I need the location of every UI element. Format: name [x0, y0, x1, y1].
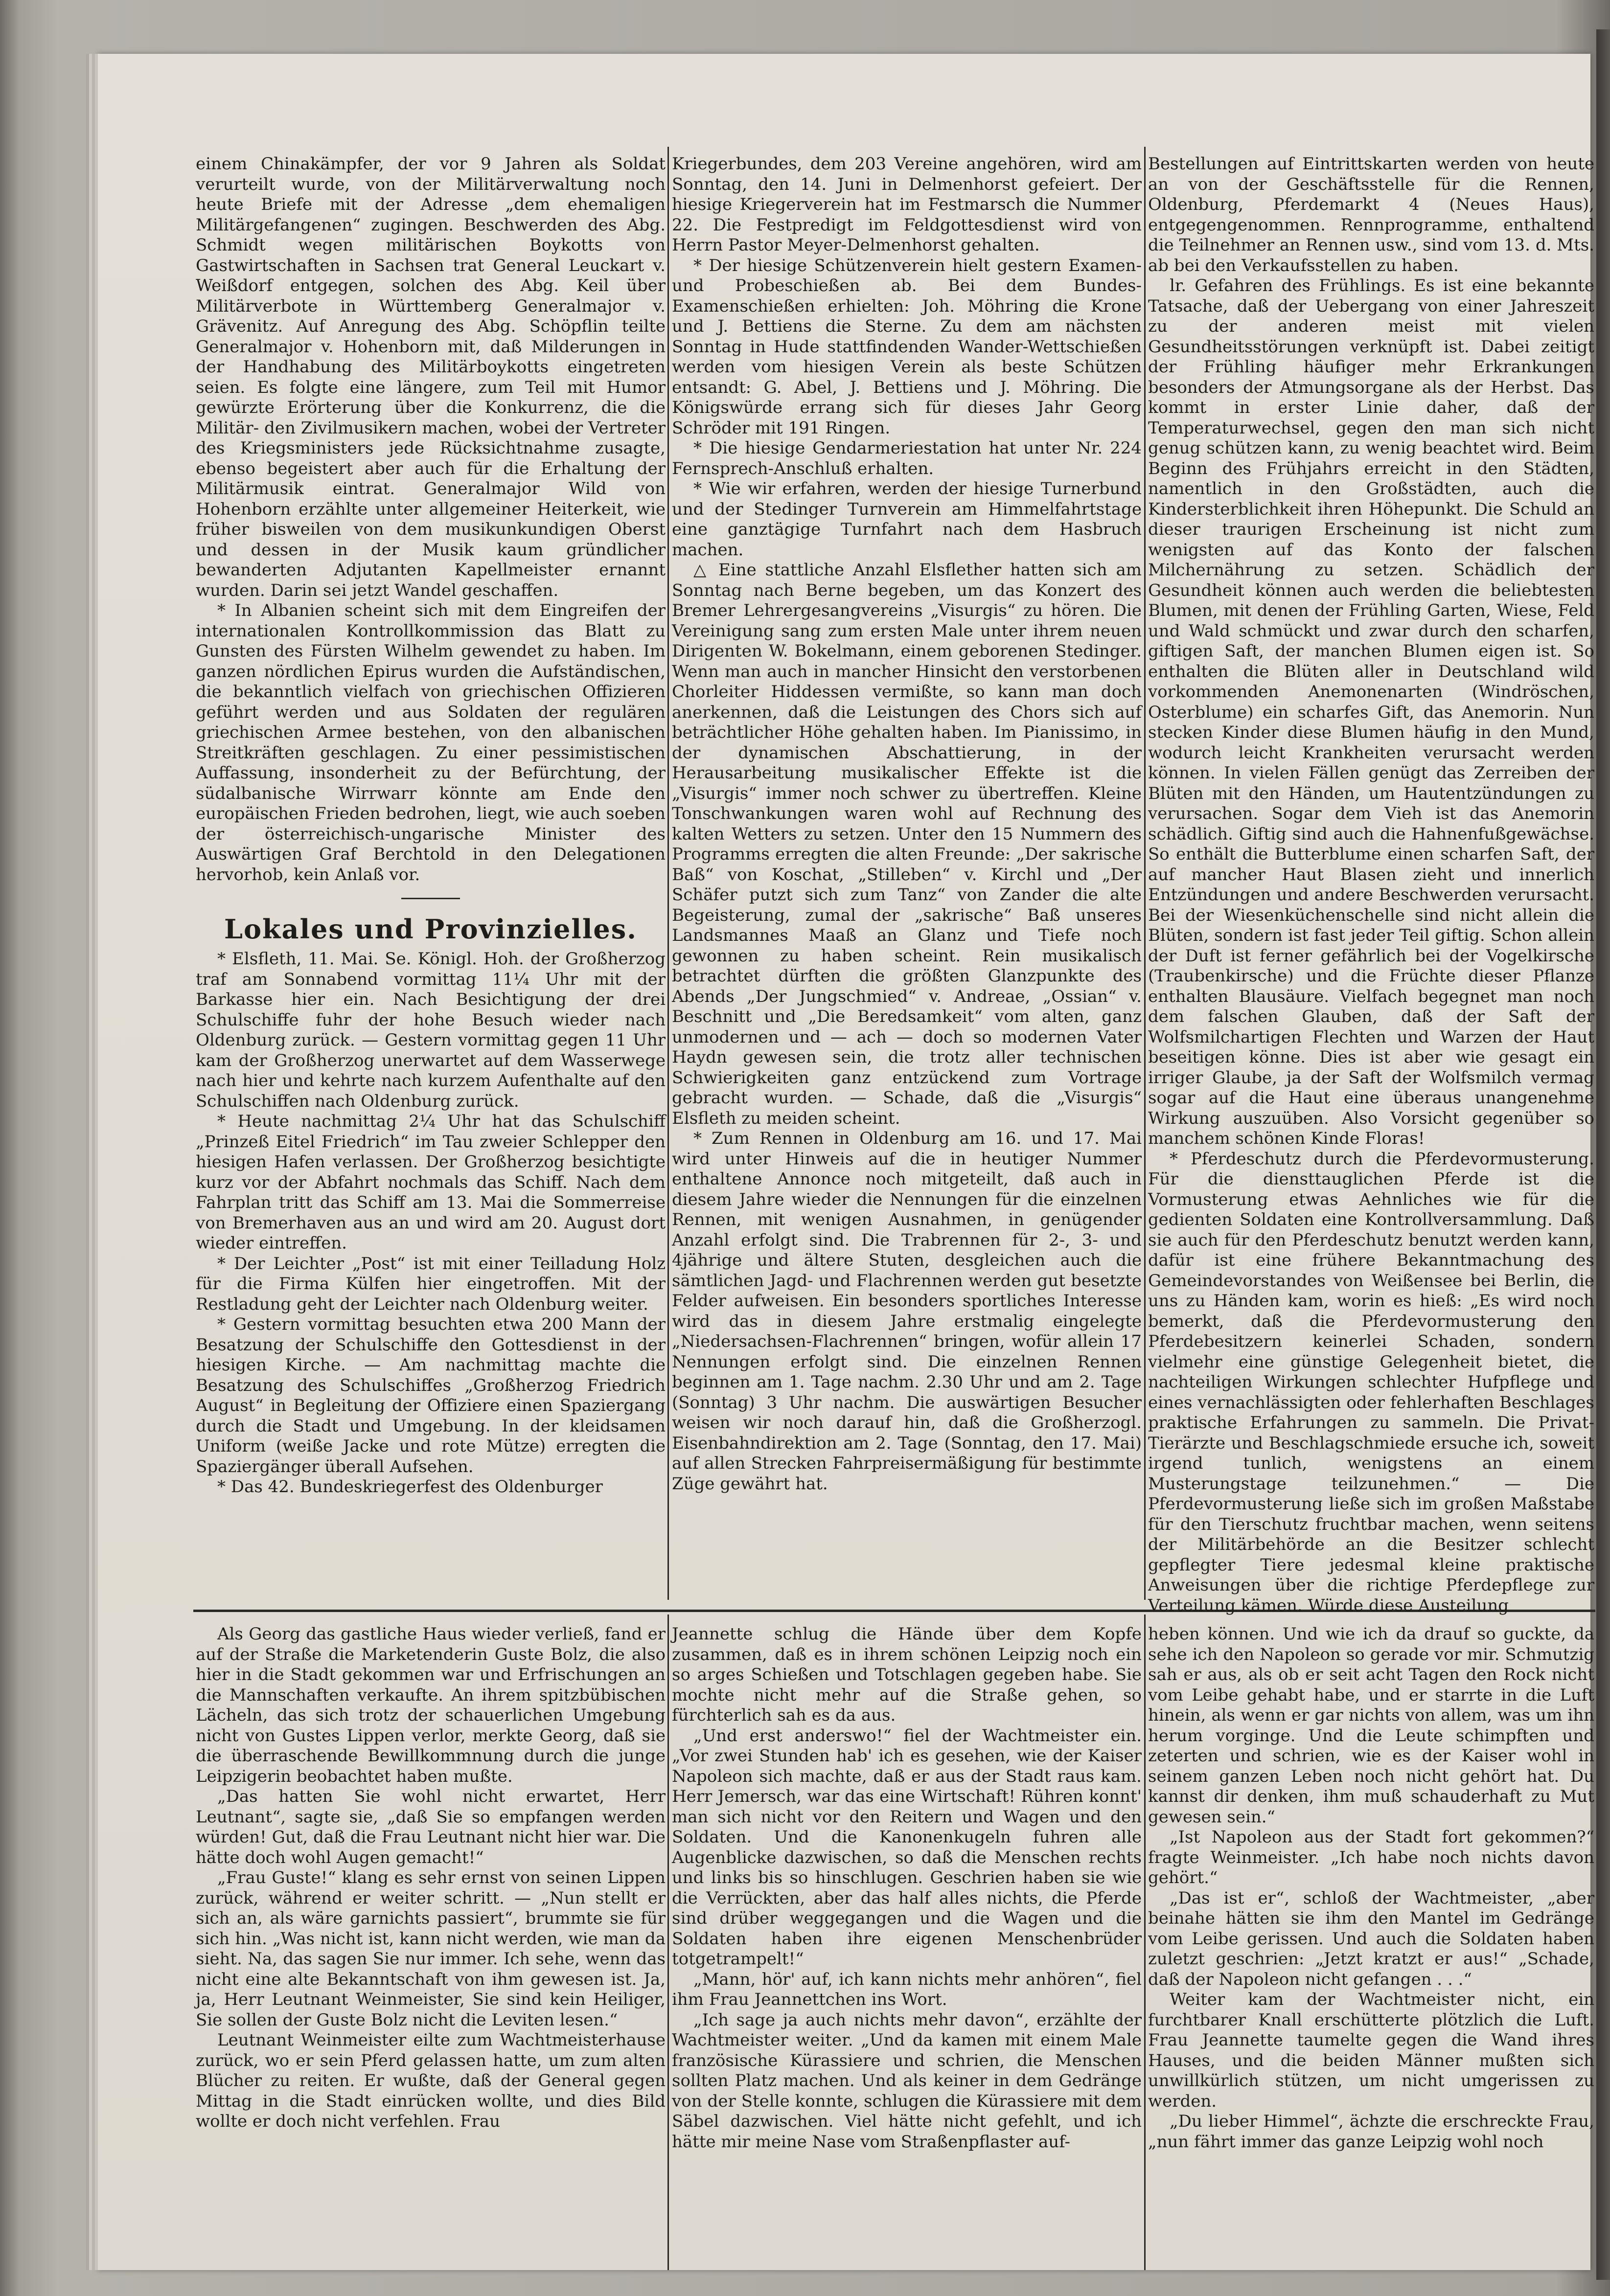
story-paragraph: heben können. Und wie ich da drauf so guckte, da sehe ich den Napoleon so gerade vor mir. Schmutzig sah er aus, als ob er seit acht Tagen den Rock nicht vom Leibe gehabt habe, und er starrte in die Luft hinein, als wenn er gar nichts von allem, was um ihn herum vorginge. Und die Leute schimpften und zeterten und schrien, wie es der Kaiser wohl in seinem ganzen Leben noch nicht gehört hat. Du kannst dir denken, ihm muß schauderhaft zu Mut gewesen sein.“ [1148, 1624, 1594, 1827]
column-3 [1148, 154, 1594, 1615]
news-schuetzenverein: * Der hiesige Schützenverein hielt gestern Examen- und Probeschießen ab. Bei dem Bundes-Examenschießen erhielten: Joh. Möhring die Krone und J. Bettiens die Sterne. Zu dem am nächsten Sonntag in Hude stattfindenden Wander-Wettschießen werden vom hiesigen Verein als beste Schützen entsandt: G. Abel, J. Bettiens und J. Möhring. Die Königswürde errang sich für dieses Jahr Georg Schröder mit 191 Ringen. [672, 255, 1142, 438]
story-paragraph: „Du lieber Himmel“, ächzte die erschreckte Frau, „nun fährt immer das ganze Leipzig wohl noch [1148, 2112, 1594, 2152]
article-albanien: * In Albanien scheint sich mit dem Eingreifen der internationalen Kontrollkommission das Blatt zu Gunsten des Fürsten Wilhelm gewendet zu haben. Im ganzen nördlichen Epirus wurden die Aufständischen, die bekanntlich vielfach von griechischen Offizieren geführt werden und aus Soldaten der regulären griechischen Armee bestehen, von den albanischen Streitkräften geschlagen. Zu einer pessimistischen Auffassung, insonderheit zu der Befürchtung, der südalbanische Wirrwarr könnte am Ende den europäischen Frieden bedrohen, liegt, wie auch soeben der österreichisch-ungarische Minister des Auswärtigen Graf Berchtold in den Delegationen hervorhob, kein Anlaß vor. [196, 601, 666, 885]
news-kriegerbund: Kriegerbundes, dem 203 Vereine angehören, wird am Sonntag, den 14. Juni in Delmenhorst gefeiert. Der hiesige Kriegerverein hat im Festmarsch die Nummer 22. Die Festpredigt im Feldgottesdienst wird von Herrn Pastor Meyer-Delmenhorst gehalten. [672, 154, 1142, 255]
story-paragraph: „Frau Guste!“ klang es sehr ernst von seinen Lippen zurück, während er weiter schritt. — „Nun stellt er sich an, als wäre garnichts passiert“, brummte sie für sich hin. „Was nicht ist, kann nicht werden, wie man da sieht. Na, das sagen Sie nur immer. Ich sehe, wenn das nicht eine alte Bekanntschaft von ihm gewesen ist. Ja, ja, Herr Leutnant Weinmeister, Sie sind kein Heiliger, Sie sollen der Guste Bolz nicht die Leviten lesen.“ [196, 1868, 666, 2030]
story-paragraph: „Das ist er“, schloß der Wachtmeister, „aber beinahe hätten sie ihm den Mantel im Gedränge vom Leibe gerissen. Und auch die Soldaten haben zuletzt geschrien: „Jetzt kratzt er aus!“ „Schade, daß der Napoleon nicht gefangen . . .“ [1148, 1888, 1594, 1989]
column-rule-2 [1144, 147, 1146, 1600]
feuilleton-column-1 [196, 1624, 666, 2275]
news-rennen: * Zum Rennen in Oldenburg am 16. und 17. Mai wird unter Hinweis auf die in heutiger Nummer enthaltene Annonce noch mitgeteilt, daß auch in diesem Jahre wieder die Nennungen für die einzelnen Rennen, mit wenigen Ausnahmen, in genügender Anzahl erfolgt sind. Die Trabrennen für 2-, 3- und 4jährige und ältere Stuten, desgleichen auch die sämtlichen Jagd- und Flachrennen werden gut besetzte Felder aufweisen. Ein besonders sportliches Interesse wird das in diesem Jahre erstmalig eingelegte „Niedersachsen-Flachrennen“ bringen, wofür allein 17 Nennungen erfolgt sind. Die einzelnen Rennen beginnen am 1. Tage nachm. 2.30 Uhr und am 2. Tage (Sonntag) 3 Uhr nachm. Die auswärtigen Besucher weisen wir noch darauf hin, daß die Großherzogl. Eisenbahndirektion am 2. Tage (Sonntag, den 17. Mai) auf allen Strecken Fahrpreisermäßigung für bestimmte Züge gewährt hat. [672, 1129, 1142, 1494]
news-pferdeschutz: * Pferdeschutz durch die Pferdevormusterung. Für die diensttauglichen Pferde ist die Vormusterung etwas Aehnliches wie für die gedienten Soldaten eine Kontrollversammlung. Daß sie auch für den Pferdeschutz benutzt werden kann, dafür ist eine frühere Bekanntmachung des Gemeindevorstandes von Weißensee bei Berlin, die uns zu Händen kam, worin es hieß: „Es wird noch bemerkt, daß die Pferdevormusterung den Pferdebesitzern keinerlei Schaden, sondern vielmehr eine günstige Gelegenheit bietet, die nachteiligen Wirkungen schlechter Hufpflege und eines vernachlässigten oder fehlerhaften Beschlages praktische Erfahrungen zu sammeln. Die Privat-Tierärzte und Beschlagschmiede ersuche ich, soweit irgend tunlich, wenigstens an einem Musterungstage teilzunehmen.“ — Die Pferdevormusterung ließe sich im großen Maßstabe für den Tierschutz fruchtbar machen, wenn seitens der Militärbehörde an die Besitzer schlecht gepflegter Tiere jedesmal kleine praktische Anweisungen über die richtige Pferdepflege zur Verteilung kämen. Würde diese Austeilung [1148, 1149, 1594, 1615]
news-fruehling: lr. Gefahren des Frühlings. Es ist eine bekannte Tatsache, daß der Uebergang von einer Jahreszeit zu der anderen meist mit vielen Gesundheitsstörungen verknüpft ist. Dabei zeitigt der Frühling häufiger mehr Erkrankungen besonders der Atmungsorgane als der Herbst. Das kommt in erster Linie daher, daß der Temperaturwechsel, gegen den man sich nicht genug schützen kann, zu wenig beachtet wird. Beim Beginn des Frühjahrs erreicht in den Städten, namentlich in den Großstädten, auch die Kindersterblichkeit ihren Höhepunkt. Die Schuld an dieser traurigen Erscheinung ist nicht zum wenigsten auf das Konto der falschen Milchernährung zu setzen. Schädlich der Gesundheit können auch werden die beliebtesten Blumen, mit denen der Frühling Garten, Wiese, Feld und Wald schmückt und zwar durch den scharfen, giftigen Saft, der manchen Blumen eigen ist. So enthalten die Blüten aller in Deutschland wild vorkommenden Anemonenarten (Windröschen, Osterblume) ein scharfes Gift, das Anemorin. Nun stecken Kinder diese Blumen häufig in den Mund, wodurch leicht Krankheiten verursacht werden können. In vielen Fällen genügt das Zerreiben der Blüten mit den Händen, um Hautentzündungen zu verursachen. Sogar dem Vieh ist das Anemorin schädlich. Giftig sind auch die Hahnenfußgewächse. So enthält die Butterblume einen scharfen Saft, der auf mancher Haut Blasen zieht und innerlich Entzündungen und andere Beschwerden verursacht. Bei der Wiesenküchenschelle sind nicht allein die Blüten, sondern ist fast jeder Teil giftig. Schon allein der Duft ist ferner gefährlich bei der Vogelkirsche (Traubenkirsche) und die Früchte dieser Pflanze enthalten Blausäure. Vielfach begegnet man noch dem falschen Glauben, daß der Saft der Wolfsmilchartigen Flechten und Warzen der Haut beseitigen könne. Dies ist aber wie gesagt ein irriger Glaube, ja der Saft der Wolfsmilch vermag sogar auf die Haut eine überaus unangenehme Wirkung auszuüben. Also Vorsicht gegenüber so manchem schönen Kinde Floras! [1148, 276, 1594, 1148]
story-paragraph: Als Georg das gastliche Haus wieder verließ, fand er auf der Straße die Marketenderin Guste Bolz, die also hier in die Stadt gekommen war und Erfrischungen an die Mannschaften verkaufte. An ihrem spitzbübischen Lächeln, das sich trotz der schauerlichen Umgebung nicht von Gustes Lippen verlor, merkte Georg, daß sie die überraschende Bewillkommnung durch die junge Leipzigerin beobachtet haben mußte. [196, 1624, 666, 1786]
story-paragraph: „Mann, hör' auf, ich kann nichts mehr anhören“, fiel ihm Frau Jeannettchen ins Wort. [672, 1969, 1142, 2009]
section-separator [401, 898, 460, 899]
column-2 [672, 154, 1142, 1597]
column-1 [196, 154, 666, 1597]
news-turnerbund: * Wie wir erfahren, werden der hiesige Turnerbund und der Stedinger Turnverein am Himmelfahrtstage eine ganztägige Turnfahrt nach dem Hasbruch machen. [672, 479, 1142, 560]
news-leichter: * Der Leichter „Post“ ist mit einer Teilladung Holz für die Firma Külfen hier eingetroffen. Mit der Restladung geht der Leichter nach Oldenburg weiter. [196, 1253, 666, 1314]
story-paragraph: Weiter kam der Wachtmeister nicht, ein furchtbarer Knall erschütterte plötzlich die Luft. Frau Jeannette taumelte gegen die Wand ihres Hauses, und die beiden Männer mußten sich unwillkürlich stützen, um nicht umgerissen zu werden. [1148, 1990, 1594, 2111]
story-paragraph: „Und erst anderswo!“ fiel der Wachtmeister ein. „Vor zwei Stunden hab' ich es gesehen, wie der Kaiser Napoleon sich machte, daß er aus der Stadt raus kam. Herr Jemersch, war das eine Wirtschaft! Rühren konnt' man sich nicht vor den Reitern und Wagen und den Soldaten. Und die Kanonenkugeln fuhren alle Augenblicke dazwischen, so daß die Menschen rechts und links bis so hinschlugen. Geschrien haben sie wie die Verrückten, aber das half alles nichts, die Pferde sind drüber weggegangen und die Wagen und die Soldaten haben ihre eigenen Menschenbrüder totgetrampelt!“ [672, 1726, 1142, 1969]
news-elsfleth: * Elsfleth, 11. Mai. Se. Königl. Hoh. der Großherzog traf am Sonnabend vormittag 11¼ Uhr mit der Barkasse hier ein. Nach Besichtigung der drei Schulschiffe fuhr der hohe Besuch wieder nach Oldenburg zurück. — Gestern vormittag gegen 11 Uhr kam der Großherzog unerwartet auf dem Wasserwege nach hier und kehrte nach kurzem Aufenthalte auf den Schulschiffen nach Oldenburg zurück. [196, 949, 666, 1111]
news-gottesdienst: * Gestern vormittag besuchten etwa 200 Mann der Besatzung der Schulschiffe den Gottesdienst in der hiesigen Kirche. — Am nachmittag machte die Besatzung des Schulschiffes „Großherzog Friedrich August“ in Begleitung der Offiziere einen Spaziergang durch die Stadt und Umgebung. In der kleidsamen Uniform (weiße Jacke und rote Mütze) erregten die Spaziergänger überall Aufsehen. [196, 1315, 666, 1477]
story-paragraph: „Ich sage ja auch nichts mehr davon“, erzählte der Wachtmeister weiter. „Und da kamen mit einem Male französische Kürassiere und schrien, die Menschen sollten Platz machen. Und als keiner in dem Gedränge von der Stelle konnte, schlugen die Kürassiere mit dem Säbel dazwischen. Viel hätte nicht gefehlt, und ich hätte mir meine Nase vom Straßenpflaster auf- [672, 2010, 1142, 2152]
news-bundeskriegerfest: * Das 42. Bundeskriegerfest des Oldenburger [217, 1477, 603, 1497]
story-paragraph: Jeannette schlug die Hände über dem Kopfe zusammen, daß es in ihrem schönen Leipzig noch ein so arges Schießen und Totschlagen gegeben habe. Sie mochte nicht mehr auf die Straße gehen, so fürchterlich sah es da aus. [672, 1624, 1142, 1725]
news-konzert: △ Eine stattliche Anzahl Elsflether hatten sich am Sonntag nach Berne begeben, um das Konzert des Bremer Lehrergesangvereins „Visurgis“ zu hören. Die Vereinigung sang zum ersten Male unter ihrem neuen Dirigenten W. Bokelmann, einem geborenen Stedinger. Wenn man auch in mancher Hinsicht den verstorbenen Chorleiter Hiddessen vermißte, so kann man doch anerkennen, daß die Leistungen des Chors sich auf beträchtlicher Höhe gehalten haben. Im Pianissimo, in der dynamischen Abschattierung, in der Herausarbeitung musikalischer Effekte ist die „Visurgis“ immer noch schwer zu übertreffen. Kleine Tonschwankungen waren wohl auf Rechnung des kalten Wetters zu setzen. Unter den 15 Nummern des Programms erregten die alten Freunde: „Der sakrische Baß“ von Koschat, „Stilleben“ v. Kirchl und „Der Schäfer putzt sich zum Tanz“ von Zander die alte Begeisterung, zumal der „sakrische“ Baß unseres Landsmannes Maaß an Glanz und Tiefe noch gewonnen zu haben scheint. Rein musikalisch betrachtet dürften die größten Glanzpunkte des Abends „Der Jungschmied“ v. Andreae, „Ossian“ v. Beschnitt und „Die Beredsamkeit“ vom alten, ganz unmodernen und — ach — doch so modernen Vater Haydn gewesen sein, die trotz aller technischen Schwierigkeiten ganz entzückend zum Vortrage gebracht wurden. — Schade, daß die „Visurgis“ Elsfleth zu meiden scheint. [672, 560, 1142, 1128]
section-heading-lokales: Lokales und Provinzielles. [224, 913, 637, 945]
column-rule-1 [667, 147, 669, 1600]
feuilleton-column-3 [1148, 1624, 1594, 2275]
column-rule-4 [1144, 1614, 1146, 2270]
news-gendarmerie: * Die hiesige Gendarmeriestation hat unter Nr. 224 Fernsprech-Anschluß erhalten. [672, 438, 1142, 478]
story-paragraph: Leutnant Weinmeister eilte zum Wachtmeisterhause zurück, wo er sein Pferd gelassen hatte, um zum alten Blücher zu reiten. Er wußte, daß der General gegen Mittag in die Stadt einrücken wollte, und dies Bild wollte er doch nicht verfehlen. Frau [196, 2030, 666, 2131]
news-schulschiff: * Heute nachmittag 2¼ Uhr hat das Schulschiff „Prinzeß Eitel Friedrich“ im Tau zweier Schlepper den hiesigen Hafen verlassen. Der Großherzog besichtigte kurz vor der Abfahrt nochmals das Schiff. Nach dem Fahrplan tritt das Schiff am 13. Mai die Sommerreise von Bremerhaven aus an und wird am 20. August dort wieder eintreffen. [196, 1112, 666, 1253]
story-paragraph: „Das hatten Sie wohl nicht erwartet, Herr Leutnant“, sagte sie, „daß Sie so empfangen werden würden! Gut, daß die Frau Leutnant nicht hier war. Die hätte doch wohl Augen gemacht!“ [196, 1787, 666, 1867]
news-bestellungen: Bestellungen auf Eintrittskarten werden von heute an von der Geschäftsstelle für die Rennen, Oldenburg, Pferdemarkt 4 (Neues Haus), entgegengenommen. Rennprogramme, enthaltend die Teilnehmer an Rennen usw., sind vom 13. d. Mts. ab bei den Verkaufsstellen zu haben. [1148, 154, 1594, 275]
article-paragraph: einem Chinakämpfer, der vor 9 Jahren als Soldat verurteilt wurde, von der Militärverwaltung noch heute Briefe mit der Adresse „dem ehemaligen Militärgefangenen“ zugingen. Beschwerden des Abg. Schmidt wegen militärischen Boykotts von Gastwirtschaften in Sachsen trat General Leuckart v. Weißdorf entgegen, solchen des Abg. Keil über Militärverbote in Württemberg Generalmajor v. Grävenitz. Auf Anregung des Abg. Schöpflin teilte Generalmajor v. Hohenborn mit, daß Milderungen in der Handhabung des Militärboykotts eingetreten seien. Es folgte eine längere, zum Teil mit Humor gewürzte Erörterung über die Konkurrenz, die die Militär- den Zivilmusikern machen, wobei der Vertreter des Kriegsministers jede Rücksichtnahme zusagte, ebenso begeistert aber auch für die Erhaltung der Militärmusik eintrat. Generalmajor Wild von Hohenborn erzählte unter allgemeiner Heiterkeit, wie früher bisweilen von dem musikunkundigen Oberst und dessen in der Musik kaum gründlicher bewanderten Adjutanten Kapellmeister ernannt wurden. Darin sei jetzt Wandel geschaffen. [196, 154, 666, 600]
story-paragraph: „Ist Napoleon aus der Stadt fort gekommen?“ fragte Weinmeister. „Ich habe noch nichts davon gehört.“ [1148, 1827, 1594, 1887]
book-binding-edge [1596, 29, 1610, 2280]
feuilleton-column-2 [672, 1624, 1142, 2275]
column-rule-3 [667, 1614, 669, 2270]
